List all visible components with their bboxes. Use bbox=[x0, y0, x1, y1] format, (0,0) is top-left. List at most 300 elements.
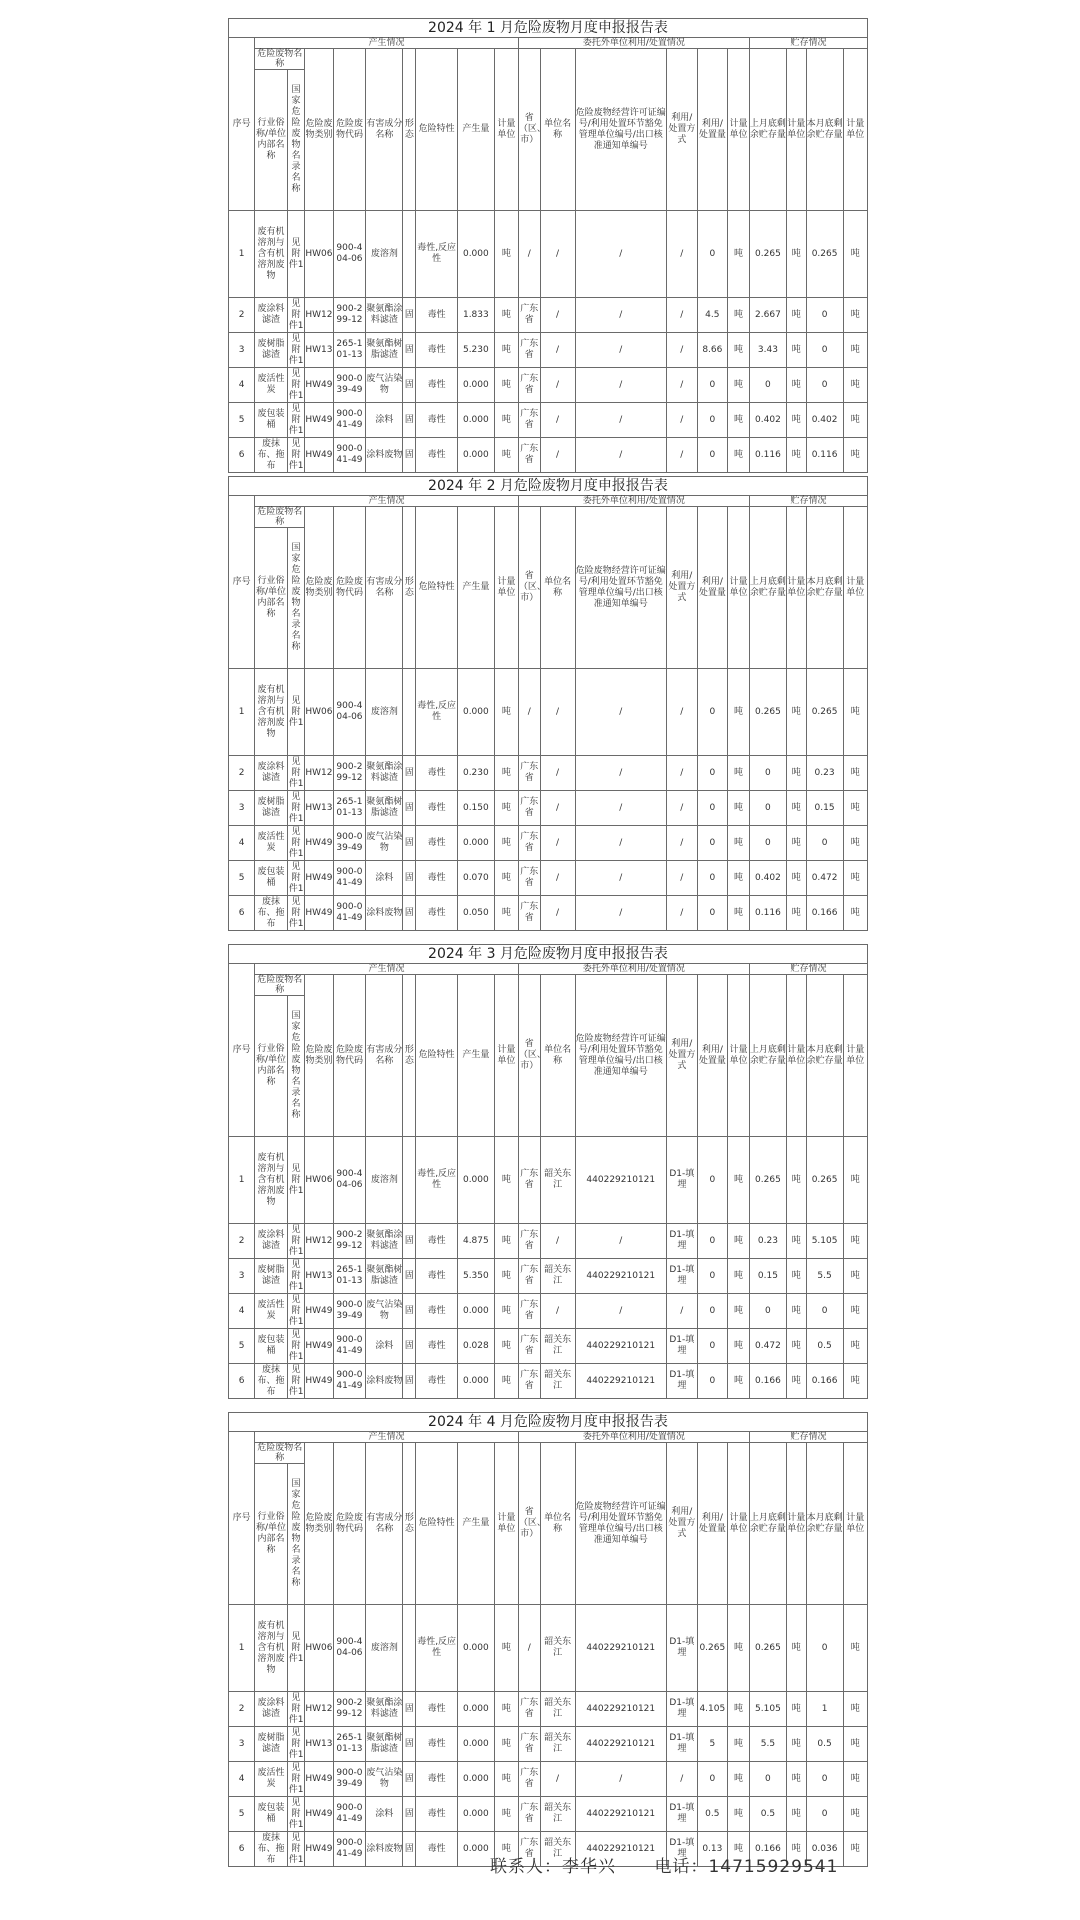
cell-name: 废涂料滤渣 bbox=[255, 1692, 288, 1727]
cell-name: 废有机溶剂与含有机溶剂废物 bbox=[255, 669, 288, 756]
cell-dq: 0 bbox=[697, 669, 728, 756]
cell-u: 吨 bbox=[494, 438, 518, 473]
cell-amt: 0.028 bbox=[457, 1329, 494, 1364]
cell-lic: 440229210121 bbox=[575, 1259, 667, 1294]
cell-name: 废包装桶 bbox=[255, 1797, 288, 1832]
cell-name: 废有机溶剂与含有机溶剂废物 bbox=[255, 1605, 288, 1692]
cell-last: 0 bbox=[749, 791, 786, 826]
header-license: 危险废物经营许可证编号/利用处置环节豁免管理单位编号/出口核准通知单编号 bbox=[575, 975, 667, 1137]
cell-last: 0.265 bbox=[749, 1605, 786, 1692]
cell-name: 废活性炭 bbox=[255, 368, 288, 403]
cell-lic: / bbox=[575, 298, 667, 333]
cell-prop: 毒性 bbox=[416, 1294, 457, 1329]
cell-lic: / bbox=[575, 826, 667, 861]
header-last-month: 上月底剩余贮存量 bbox=[749, 507, 786, 669]
cell-code: 900-041-49 bbox=[333, 403, 366, 438]
cell-lic: / bbox=[575, 791, 667, 826]
header-national-name: 国家危险废物名录名称 bbox=[287, 1464, 304, 1605]
cell-u2: 吨 bbox=[728, 1692, 750, 1727]
cell-lic: / bbox=[575, 211, 667, 298]
cell-u2: 吨 bbox=[728, 211, 750, 298]
cell-amt: 0.000 bbox=[457, 669, 494, 756]
cell-nat: 见附件1 bbox=[288, 1797, 304, 1830]
cell-amt: 0.000 bbox=[457, 211, 494, 298]
cell-u2: 吨 bbox=[728, 826, 750, 861]
cell-cat: HW12 bbox=[305, 1224, 333, 1259]
cell-name: 废抹布、拖布 bbox=[255, 438, 288, 473]
header-amount: 产生量 bbox=[457, 975, 494, 1137]
header-amount: 产生量 bbox=[457, 507, 494, 669]
cell-nat: 见附件1 bbox=[288, 1364, 304, 1397]
cell-seq: 2 bbox=[229, 1224, 255, 1259]
cell-dq: 0.5 bbox=[697, 1797, 728, 1832]
cell-u4: 吨 bbox=[843, 1259, 867, 1294]
cell-nat: 见附件1 bbox=[288, 1329, 304, 1362]
cell-prop: 毒性 bbox=[416, 298, 457, 333]
cell-name: 废包装桶 bbox=[255, 861, 288, 896]
cell-meth: D1-填埋 bbox=[667, 1832, 698, 1867]
cell-prop: 毒性 bbox=[416, 791, 457, 826]
cell-amt: 0.150 bbox=[457, 791, 494, 826]
header-method: 利用/处置方式 bbox=[667, 49, 698, 211]
cell-code: 900-404-06 bbox=[333, 1137, 366, 1224]
cell-meth: / bbox=[667, 211, 698, 298]
cell-amt: 0.000 bbox=[457, 1727, 494, 1762]
cell-seq: 1 bbox=[229, 1605, 255, 1692]
table-row bbox=[229, 1329, 868, 1364]
cell-u2: 吨 bbox=[728, 1762, 750, 1797]
cell-dq: 0 bbox=[697, 438, 728, 473]
cell-prov: 广东省 bbox=[518, 1259, 540, 1294]
cell-comp: 废气沾染物 bbox=[366, 1294, 403, 1329]
monthly-report bbox=[228, 944, 868, 1399]
cell-seq: 5 bbox=[229, 403, 255, 438]
cell-u2: 吨 bbox=[728, 1832, 750, 1867]
cell-nat: 见附件1 bbox=[288, 403, 304, 436]
cell-lic: / bbox=[575, 368, 667, 403]
cell-prop: 毒性 bbox=[416, 1832, 457, 1867]
cell-amt: 5.230 bbox=[457, 333, 494, 368]
cell-seq: 4 bbox=[229, 826, 255, 861]
cell-now: 0.265 bbox=[806, 211, 843, 298]
cell-dq: 0 bbox=[697, 896, 728, 931]
cell-lic: 440229210121 bbox=[575, 1605, 667, 1692]
cell-u4: 吨 bbox=[843, 333, 867, 368]
cell-form: 固 bbox=[403, 298, 416, 333]
cell-form bbox=[403, 211, 416, 298]
cell-form: 固 bbox=[403, 333, 416, 368]
cell-name: 废有机溶剂与含有机溶剂废物 bbox=[255, 1137, 288, 1224]
cell-prov: 广东省 bbox=[518, 1727, 540, 1762]
header-name-group: 危险废物名称 bbox=[255, 49, 305, 70]
table-row bbox=[229, 368, 868, 403]
cell-dq: 0 bbox=[697, 1259, 728, 1294]
cell-last: 0.23 bbox=[749, 1224, 786, 1259]
header-store-group: 贮存情况 bbox=[749, 1432, 867, 1443]
cell-u3: 吨 bbox=[786, 1329, 806, 1364]
cell-u: 吨 bbox=[494, 298, 518, 333]
table-row bbox=[229, 1224, 868, 1259]
cell-seq: 5 bbox=[229, 861, 255, 896]
cell-form: 固 bbox=[403, 861, 416, 896]
header-company: 单位名称 bbox=[540, 49, 575, 211]
cell-co: / bbox=[540, 861, 575, 896]
table-row bbox=[229, 756, 868, 791]
cell-comp: 聚氨酯树脂滤渣 bbox=[366, 791, 403, 826]
monthly-report bbox=[228, 1412, 868, 1867]
cell-now: 0 bbox=[806, 1605, 843, 1692]
cell-u3: 吨 bbox=[786, 1259, 806, 1294]
cell-u3: 吨 bbox=[786, 438, 806, 473]
cell-prov: 广东省 bbox=[518, 1329, 540, 1364]
cell-u4: 吨 bbox=[843, 438, 867, 473]
cell-last: 5.5 bbox=[749, 1727, 786, 1762]
table-row bbox=[229, 896, 868, 931]
cell-nat: 见附件1 bbox=[288, 368, 304, 401]
cell-code: 900-041-49 bbox=[333, 1832, 366, 1867]
cell-nat: 见附件1 bbox=[288, 1259, 304, 1292]
report-table bbox=[228, 18, 868, 473]
cell-amt: 0.000 bbox=[457, 438, 494, 473]
cell-u2: 吨 bbox=[728, 756, 750, 791]
cell-now: 5.105 bbox=[806, 1224, 843, 1259]
cell-name: 废树脂滤渣 bbox=[255, 333, 288, 368]
report-title: 2024 年 3 月危险废物月度申报报告表 bbox=[229, 945, 868, 964]
cell-u3: 吨 bbox=[786, 1762, 806, 1797]
cell-comp: 废溶剂 bbox=[366, 1137, 403, 1224]
cell-dq: 0 bbox=[697, 1762, 728, 1797]
cell-cat: HW49 bbox=[305, 861, 333, 896]
cell-last: 0 bbox=[749, 368, 786, 403]
cell-prov: / bbox=[518, 669, 540, 756]
cell-meth: D1-填埋 bbox=[667, 1137, 698, 1224]
cell-u: 吨 bbox=[494, 333, 518, 368]
cell-lic: / bbox=[575, 861, 667, 896]
cell-code: 900-404-06 bbox=[333, 211, 366, 298]
cell-name: 废抹布、拖布 bbox=[255, 1832, 288, 1867]
cell-cat: HW06 bbox=[305, 669, 333, 756]
cell-meth: D1-填埋 bbox=[667, 1797, 698, 1832]
cell-nat: 见附件1 bbox=[288, 333, 304, 366]
cell-meth: / bbox=[667, 403, 698, 438]
cell-code: 265-101-13 bbox=[333, 791, 366, 826]
cell-now: 0.5 bbox=[806, 1329, 843, 1364]
header-store-group: 贮存情况 bbox=[749, 496, 867, 507]
cell-nat: 见附件1 bbox=[288, 438, 304, 471]
cell-meth: / bbox=[667, 368, 698, 403]
cell-u2: 吨 bbox=[728, 861, 750, 896]
table-row bbox=[229, 1605, 868, 1692]
cell-prop: 毒性,反应性 bbox=[416, 1137, 457, 1224]
cell-nat: 见附件1 bbox=[287, 1137, 304, 1224]
cell-u4: 吨 bbox=[843, 1294, 867, 1329]
cell-co: / bbox=[540, 298, 575, 333]
cell-form: 固 bbox=[403, 896, 416, 931]
table-row bbox=[229, 826, 868, 861]
cell-prop: 毒性 bbox=[416, 861, 457, 896]
cell-u4: 吨 bbox=[843, 1762, 867, 1797]
cell-co: 韶关东江 bbox=[540, 1832, 575, 1867]
cell-cat: HW06 bbox=[305, 1605, 333, 1692]
cell-last: 0.15 bbox=[749, 1259, 786, 1294]
cell-prop: 毒性 bbox=[416, 1692, 457, 1727]
cell-meth: / bbox=[667, 298, 698, 333]
cell-comp: 聚氨酯涂料滤渣 bbox=[366, 756, 403, 791]
cell-u3: 吨 bbox=[786, 1692, 806, 1727]
header-code: 危险废物代码 bbox=[333, 1443, 366, 1605]
cell-lic: / bbox=[575, 1224, 667, 1259]
cell-prop: 毒性 bbox=[416, 896, 457, 931]
cell-nat: 见附件1 bbox=[288, 1727, 304, 1760]
cell-comp: 废气沾染物 bbox=[366, 1762, 403, 1797]
cell-name: 废活性炭 bbox=[255, 826, 288, 861]
cell-seq: 2 bbox=[229, 298, 255, 333]
cell-dq: 0 bbox=[697, 1224, 728, 1259]
cell-u2: 吨 bbox=[728, 1605, 750, 1692]
contact-name: 李华兴 bbox=[562, 1857, 616, 1877]
cell-nat: 见附件1 bbox=[288, 298, 304, 331]
header-produce-group: 产生情况 bbox=[255, 38, 519, 49]
header-province: 省（区、市） bbox=[518, 49, 540, 211]
cell-seq: 4 bbox=[229, 368, 255, 403]
cell-meth: D1-填埋 bbox=[667, 1224, 698, 1259]
cell-now: 0 bbox=[806, 826, 843, 861]
cell-prop: 毒性 bbox=[416, 826, 457, 861]
cell-co: / bbox=[540, 1294, 575, 1329]
table-row bbox=[229, 1364, 868, 1399]
table-row bbox=[229, 211, 868, 298]
cell-seq: 5 bbox=[229, 1329, 255, 1364]
cell-prov: 广东省 bbox=[518, 438, 540, 473]
cell-u: 吨 bbox=[494, 1294, 518, 1329]
cell-now: 0.166 bbox=[806, 1364, 843, 1399]
cell-dq: 0 bbox=[697, 403, 728, 438]
report-title: 2024 年 1 月危险废物月度申报报告表 bbox=[229, 19, 868, 38]
header-province: 省（区、市） bbox=[518, 975, 540, 1137]
cell-comp: 废溶剂 bbox=[366, 669, 403, 756]
cell-u: 吨 bbox=[494, 1137, 518, 1224]
cell-co: 韶关东江 bbox=[540, 1727, 575, 1762]
cell-u: 吨 bbox=[494, 1605, 518, 1692]
header-unit: 计量单位 bbox=[494, 975, 518, 1137]
cell-prov: 广东省 bbox=[518, 756, 540, 791]
header-seq: 序号 bbox=[229, 1432, 255, 1605]
cell-now: 0.15 bbox=[806, 791, 843, 826]
cell-comp: 涂料废物 bbox=[366, 438, 403, 473]
cell-seq: 2 bbox=[229, 1692, 255, 1727]
header-form: 形态 bbox=[403, 507, 416, 669]
cell-u4: 吨 bbox=[843, 403, 867, 438]
table-row bbox=[229, 1294, 868, 1329]
cell-u4: 吨 bbox=[843, 1797, 867, 1832]
header-name-group: 危险废物名称 bbox=[255, 507, 305, 528]
header-license: 危险废物经营许可证编号/利用处置环节豁免管理单位编号/出口核准通知单编号 bbox=[575, 1443, 667, 1605]
cell-nat: 见附件1 bbox=[287, 211, 304, 298]
cell-dq: 0 bbox=[697, 368, 728, 403]
cell-name: 废树脂滤渣 bbox=[255, 1259, 288, 1294]
cell-u4: 吨 bbox=[843, 861, 867, 896]
header-produce-group: 产生情况 bbox=[255, 964, 519, 975]
cell-form: 固 bbox=[403, 1329, 416, 1364]
cell-amt: 0.000 bbox=[457, 1364, 494, 1399]
cell-u: 吨 bbox=[494, 1259, 518, 1294]
cell-seq: 3 bbox=[229, 791, 255, 826]
cell-co: / bbox=[540, 756, 575, 791]
cell-lic: 440229210121 bbox=[575, 1797, 667, 1832]
cell-last: 0 bbox=[749, 1762, 786, 1797]
cell-amt: 0.000 bbox=[457, 1832, 494, 1867]
cell-nat: 见附件1 bbox=[288, 1224, 304, 1257]
cell-u3: 吨 bbox=[786, 333, 806, 368]
header-property: 危险特性 bbox=[416, 1443, 457, 1605]
report-table bbox=[228, 944, 868, 1399]
cell-cat: HW49 bbox=[305, 403, 333, 438]
cell-u: 吨 bbox=[494, 791, 518, 826]
cell-cat: HW13 bbox=[305, 1727, 333, 1762]
cell-comp: 聚氨酯树脂滤渣 bbox=[366, 1259, 403, 1294]
cell-code: 900-041-49 bbox=[333, 896, 366, 931]
cell-code: 900-041-49 bbox=[333, 1364, 366, 1399]
table-row bbox=[229, 1762, 868, 1797]
header-form: 形态 bbox=[403, 975, 416, 1137]
monthly-report bbox=[228, 18, 868, 473]
cell-u3: 吨 bbox=[786, 368, 806, 403]
cell-last: 0 bbox=[749, 1294, 786, 1329]
cell-code: 265-101-13 bbox=[333, 1259, 366, 1294]
cell-co: / bbox=[540, 896, 575, 931]
header-license: 危险废物经营许可证编号/利用处置环节豁免管理单位编号/出口核准通知单编号 bbox=[575, 49, 667, 211]
table-row bbox=[229, 791, 868, 826]
cell-seq: 3 bbox=[229, 1727, 255, 1762]
cell-amt: 0.000 bbox=[457, 1605, 494, 1692]
cell-comp: 废气沾染物 bbox=[366, 368, 403, 403]
cell-now: 0 bbox=[806, 298, 843, 333]
cell-seq: 3 bbox=[229, 333, 255, 368]
cell-lic: / bbox=[575, 403, 667, 438]
header-this-month: 本月底剩余贮存量 bbox=[806, 975, 843, 1137]
cell-u: 吨 bbox=[494, 826, 518, 861]
cell-prop: 毒性 bbox=[416, 1224, 457, 1259]
cell-co: 韶关东江 bbox=[540, 1329, 575, 1364]
header-last-month: 上月底剩余贮存量 bbox=[749, 1443, 786, 1605]
cell-u: 吨 bbox=[494, 1692, 518, 1727]
cell-u4: 吨 bbox=[843, 1605, 867, 1692]
cell-u3: 吨 bbox=[786, 669, 806, 756]
header-code: 危险废物代码 bbox=[333, 507, 366, 669]
cell-dq: 0 bbox=[697, 756, 728, 791]
cell-co: 韶关东江 bbox=[540, 1605, 575, 1692]
cell-lic: 440229210121 bbox=[575, 1692, 667, 1727]
cell-u3: 吨 bbox=[786, 403, 806, 438]
cell-name: 废树脂滤渣 bbox=[255, 791, 288, 826]
cell-comp: 聚氨酯涂料滤渣 bbox=[366, 1224, 403, 1259]
cell-u: 吨 bbox=[494, 211, 518, 298]
cell-last: 0 bbox=[749, 826, 786, 861]
cell-name: 废抹布、拖布 bbox=[255, 896, 288, 931]
cell-comp: 聚氨酯树脂滤渣 bbox=[366, 1727, 403, 1762]
cell-lic: 440229210121 bbox=[575, 1364, 667, 1399]
cell-last: 0.5 bbox=[749, 1797, 786, 1832]
cell-cat: HW12 bbox=[305, 298, 333, 333]
cell-code: 900-039-49 bbox=[333, 1294, 366, 1329]
cell-form: 固 bbox=[403, 1294, 416, 1329]
cell-form: 固 bbox=[403, 756, 416, 791]
header-seq: 序号 bbox=[229, 38, 255, 211]
header-component: 有害成分名称 bbox=[366, 49, 403, 211]
cell-last: 5.105 bbox=[749, 1692, 786, 1727]
cell-now: 1 bbox=[806, 1692, 843, 1727]
header-unit2: 计量单位 bbox=[728, 507, 750, 669]
cell-u3: 吨 bbox=[786, 298, 806, 333]
cell-code: 900-039-49 bbox=[333, 368, 366, 403]
cell-nat: 见附件1 bbox=[288, 756, 304, 789]
cell-seq: 6 bbox=[229, 1832, 255, 1867]
cell-u3: 吨 bbox=[786, 791, 806, 826]
cell-name: 废涂料滤渣 bbox=[255, 1224, 288, 1259]
cell-amt: 0.000 bbox=[457, 1294, 494, 1329]
cell-prov: 广东省 bbox=[518, 1137, 540, 1224]
cell-u4: 吨 bbox=[843, 1137, 867, 1224]
cell-meth: / bbox=[667, 826, 698, 861]
cell-u3: 吨 bbox=[786, 1137, 806, 1224]
cell-u: 吨 bbox=[494, 1364, 518, 1399]
header-company: 单位名称 bbox=[540, 975, 575, 1137]
cell-u: 吨 bbox=[494, 1762, 518, 1797]
cell-lic: / bbox=[575, 438, 667, 473]
table-row bbox=[229, 669, 868, 756]
cell-meth: D1-填埋 bbox=[667, 1364, 698, 1399]
cell-last: 0.116 bbox=[749, 896, 786, 931]
cell-meth: D1-填埋 bbox=[667, 1259, 698, 1294]
cell-prov: 广东省 bbox=[518, 333, 540, 368]
cell-form bbox=[403, 669, 416, 756]
cell-comp: 涂料 bbox=[366, 861, 403, 896]
header-property: 危险特性 bbox=[416, 49, 457, 211]
cell-u3: 吨 bbox=[786, 1605, 806, 1692]
header-seq: 序号 bbox=[229, 964, 255, 1137]
cell-cat: HW49 bbox=[305, 368, 333, 403]
cell-seq: 1 bbox=[229, 211, 255, 298]
cell-seq: 4 bbox=[229, 1294, 255, 1329]
cell-cat: HW49 bbox=[305, 1364, 333, 1399]
cell-cat: HW12 bbox=[305, 756, 333, 791]
cell-cat: HW49 bbox=[305, 1832, 333, 1867]
cell-last: 0.265 bbox=[749, 211, 786, 298]
header-form: 形态 bbox=[403, 1443, 416, 1605]
cell-dq: 4.105 bbox=[697, 1692, 728, 1727]
cell-u2: 吨 bbox=[728, 1224, 750, 1259]
cell-comp: 涂料废物 bbox=[366, 1832, 403, 1867]
cell-nat: 见附件1 bbox=[288, 1692, 304, 1725]
cell-u4: 吨 bbox=[843, 211, 867, 298]
header-national-name: 国家危险废物名录名称 bbox=[287, 528, 304, 669]
cell-meth: / bbox=[667, 861, 698, 896]
header-disposal-amount: 利用/处置量 bbox=[697, 507, 728, 669]
cell-name: 废包装桶 bbox=[255, 403, 288, 438]
cell-u3: 吨 bbox=[786, 1294, 806, 1329]
cell-co: / bbox=[540, 1762, 575, 1797]
cell-prop: 毒性 bbox=[416, 756, 457, 791]
cell-u2: 吨 bbox=[728, 1329, 750, 1364]
cell-code: 900-299-12 bbox=[333, 298, 366, 333]
cell-comp: 聚氨酯树脂滤渣 bbox=[366, 333, 403, 368]
cell-now: 0 bbox=[806, 368, 843, 403]
phone-label: 电话： bbox=[654, 1857, 709, 1877]
cell-cat: HW49 bbox=[305, 1762, 333, 1797]
cell-last: 0.472 bbox=[749, 1329, 786, 1364]
header-category: 危险废物类别 bbox=[305, 1443, 333, 1605]
header-unit: 计量单位 bbox=[494, 49, 518, 211]
